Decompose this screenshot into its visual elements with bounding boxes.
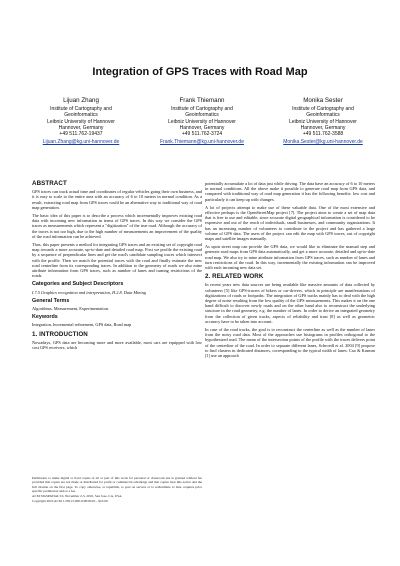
body-paragraph: A lot of projects attempt to make use of these valuable data. One of the most extensive and effective perhaps is the OpenStreetMap project [7]. The project aims to create a set of map data that is free to use and editable, since accurate digital geographical information is considered to be expensive and out of the reach of individuals, small businesses, and community organizations. It has an increasing number of volunteers to contribute to the project and has gathered a large volume of GPS data. The users of the project can edit the map with GPS traces, out of copyright maps and satellite images manually.: [205, 204, 375, 242]
conference-info: ACM SIGSPATIAL'10, November 2-5, 2010, San Jose, CA, USA.: [32, 494, 123, 499]
abstract-paragraph: The basic idea of this paper is to describe a process which incrementally improves existing road data with incoming new information in terms of GPS traces. In this way we consider the GPS traces as measurements which represent a "digitization" of the true road. Although the accuracy of the traces is not too high, due to the high number of measurements an improvement of the quality of the road information can be achieved.: [32, 213, 202, 239]
author-email-link[interactable]: Frank.Thiemann@kg.uni-hannover.de: [159, 139, 244, 146]
copyright-line: Copyright 2010 ACM 1-58113-000-0/00/0010…$10.00.: [32, 499, 109, 504]
author-affiliation: Geoinformatics: [185, 112, 219, 119]
author-name: Frank Thiemann: [179, 97, 225, 104]
general-terms-heading: General Terms: [32, 297, 70, 304]
author-institution: Leibniz University of Hannover: [47, 118, 115, 125]
author-institution: Leibniz University of Hannover: [168, 118, 236, 125]
author-affiliation: Institute of Cartography and: [292, 106, 354, 113]
author-location: Hannover, Germany: [58, 124, 104, 131]
keywords-heading: Keywords: [32, 314, 58, 321]
author-email-link[interactable]: Lijuan.Zhang@kg.uni-hannover.de: [42, 139, 120, 146]
abstract-heading: ABSTRACT: [32, 180, 67, 187]
abstract-paragraph: Thus, this paper presents a method for integrating GPS traces and an existing set of copyright road map towards a more accurate, up-to-date and detailed road map. First we profile the existing road by a sequence of perpendicular lines and get the road's candidate sampling traces which intersect with the profile. Then we match the potential traces with the road and finally estimate the new road centerline from its corresponding traces. In addition to the geometry of roads we also mine attribute information from GPS traces, such as number of lanes and turning restrictions of the roads.: [32, 242, 202, 279]
body-paragraph: In case of the road tracks, the goal is to reconstruct the centerline as well as the number of lanes from the noisy road data. Most of the approaches use histograms in profiles orthogonal to the hypothesized road. The mean of the intersection points of the profile with the traces delivers point of the centerline of the road. In order to separate different lanes, Schroedl et al. 2004 [9] propose to find clusters in dedicated distances, corresponding to the typical width of lanes. Cao & Krumm [1] use an approach: [205, 327, 375, 359]
body-paragraph: In recent years new data sources are being available like massive amounts of data collected by volunteers [5] like GPS-tracers of bikers or car-drivers, which in principle are manifestations of digitizations of roads or footpaths. The integration of GPS tracks mainly has to deal with the high degree of noise resulting from the low quality of the GPS measurements. This makes it on the one hand difficult to discover newly roads and on the other hand also to reconstruct the underlying structure in the road geometry, e.g. the number of lanes. In order to derive an integrated geometry from the collection of given tracks, aspects of reliability and trust [8] as well as geometric accuracy have to be taken into account.: [205, 282, 375, 324]
permission-notice: Permission to make digital or hard copies of all or part of this work for personal or classroom use is granted without fee provided that copies are not made or distributed for profit or commercial advantage and that copies bear this notice and the full citation on the first page. To copy otherwise, or republish, to post on servers or to redistribute to lists, requires prior specific permission and/or a fee.: [32, 476, 202, 493]
author-location: Hannover, Germany: [300, 124, 346, 131]
author-block: [22, 98, 382, 145]
author-phone: +49 511.762-19437: [59, 131, 103, 138]
right-column: [205, 181, 375, 361]
related-work-heading: 2. RELATED WORK: [205, 273, 264, 281]
author-phone: +49 511.762-3588: [302, 131, 344, 138]
body-paragraph: As upon street map can provide the GPS data, we would like to eliminate the manual step and generate road maps from GPS data automatically, and get a more accurate, detailed and up-to-date road map. We also try to mine attribute information from GPS traces, such as number of lanes and turn restrictions of the road. In this way, incrementally the existing information can be improved with each incoming new data set.: [205, 244, 375, 271]
introduction-paragraph: Nowadays, GPS data are becoming more and more available, most cars are equipped with low cost GPS receivers, which: [32, 339, 202, 351]
author-location: Hannover, Germany: [179, 124, 225, 131]
general-terms-text: Algorithms, Measurement, Experimentation.: [32, 306, 109, 312]
author-name: Lijuan Zhang: [63, 97, 99, 104]
author-name: Monika Sester: [303, 97, 343, 104]
paper-title: Integration of GPS Traces with Road Map: [92, 66, 308, 78]
author-3: [264, 98, 382, 145]
left-column: [32, 181, 202, 353]
abstract-paragraph: GPS traces can track actual time and coordinates of regular vehicles going their own business, and it is easy to scale to the entire area with an accuracy of 6 to 10 meters in normal condition. As a result, extracting road map from GPS traces could be an alternative way to traditional way of road map generation.: [32, 189, 202, 210]
author-1: [22, 98, 140, 145]
body-paragraph: potentially accumulate a lot of data just while driving. The data have an accuracy of 6 to 10 meters in normal conditions. All the above make it possible to generate road map from GPS data, and compared with traditional way of road map generation it has the following benefits: low cost and particularly it can keep up with changes.: [205, 181, 375, 202]
keywords-text: Integration, Incremental refinement, GPS data, Road map: [32, 322, 132, 328]
author-2: [143, 98, 261, 145]
categories-text: I.7.5 Graphics recognition and interpretation, H.2.8. Data Mining: [32, 289, 146, 295]
categories-heading: Categories and Subject Descriptors: [32, 281, 124, 288]
author-affiliation: Institute of Cartography and: [50, 106, 112, 113]
author-affiliation: Geoinformatics: [306, 112, 340, 119]
author-affiliation: Institute of Cartography and: [171, 106, 233, 113]
author-institution: Leibniz University of Hannover: [289, 118, 357, 125]
author-phone: +49 511.762-3724: [181, 131, 223, 138]
introduction-heading: 1. INTRODUCTION: [32, 330, 88, 338]
author-affiliation: Geoinformatics: [64, 112, 98, 119]
copyright-footnote: [32, 476, 202, 505]
author-email-link[interactable]: Monika.Sester@kg.uni-hannover.de: [283, 139, 363, 146]
